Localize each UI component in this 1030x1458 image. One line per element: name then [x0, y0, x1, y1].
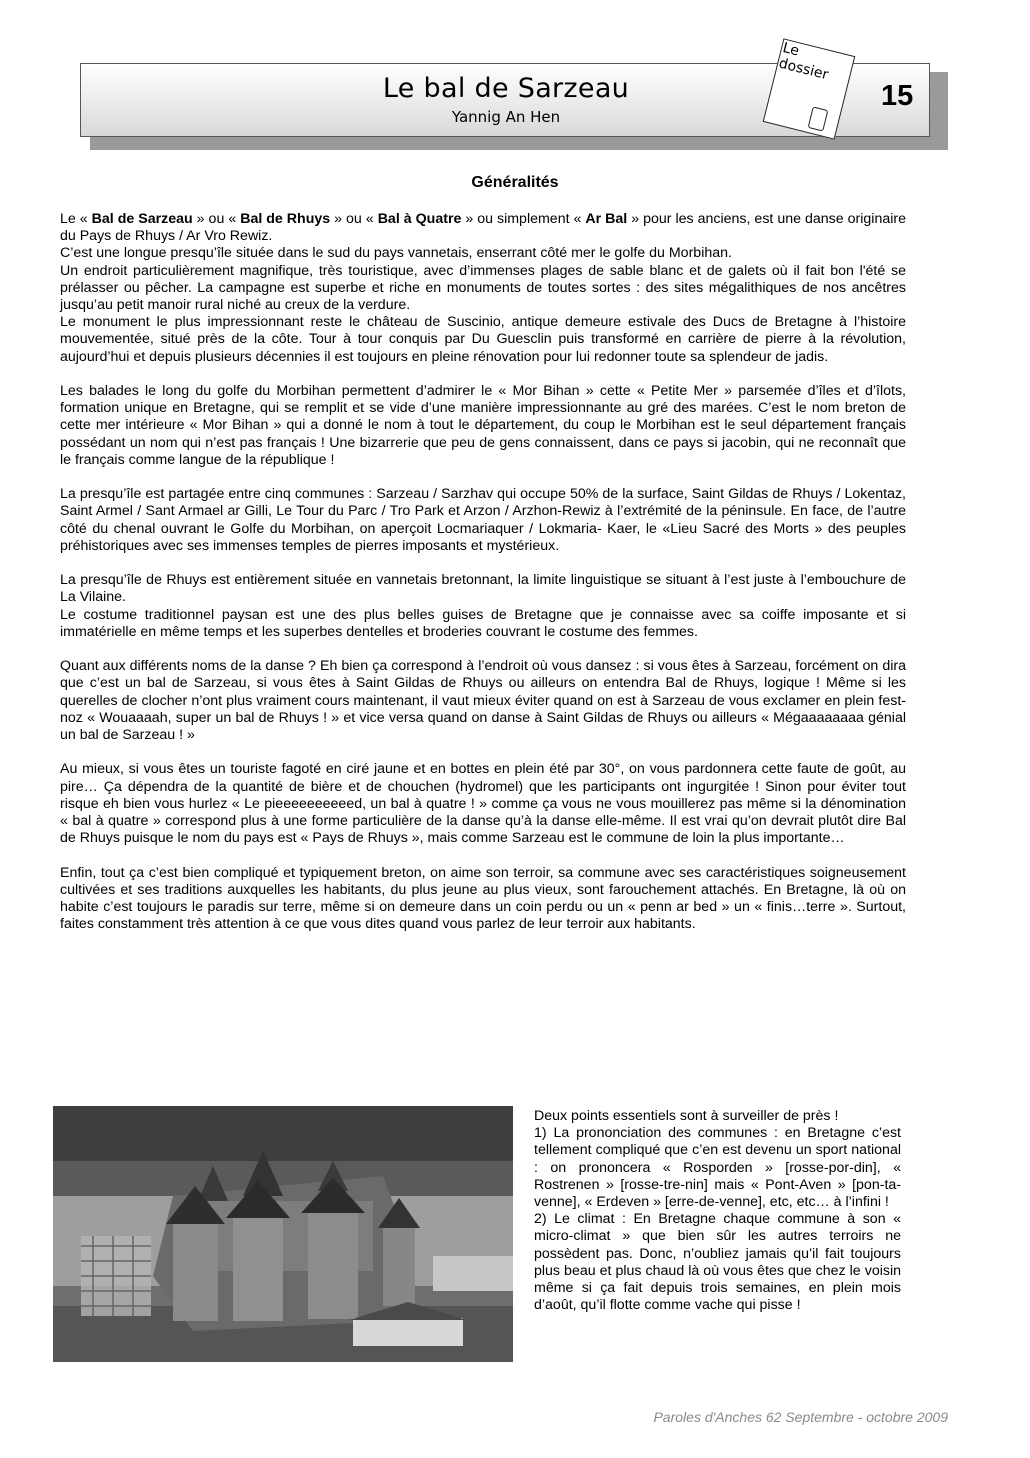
page-number: 15: [881, 80, 914, 112]
castle-photo: [53, 1106, 513, 1362]
paragraph-mor-bihan: Les balades le long du golfe du Morbihan permettent d’admirer le « Mor Bihan » cette « Petite Mer » parsemée d’îles et d’îlots, formation unique en Bretagne, qui se remplit et se vide d’une manière impressionnante au gré des marées. C’est le nom breton de cette mer intérieure « Mor Bihan » qui a donné le nom à tout le département, du coup le Morbihan est le seul département français possédant un nom qui n’est pas français ! Une bizarrerie que peu de gens connaissent, dans ce pays si jacobin, qui ne reconnaît que le français comme langue de la république !: [60, 383, 906, 468]
paragraph-peninsula: C’est une longue presqu’île située dans le sud du pays vannetais, enserrant côté mer le golfe du Morbihan.: [60, 245, 732, 262]
section-title: Généralités: [471, 174, 559, 191]
folder-document-icon: [752, 36, 862, 136]
sidebar-box: [534, 1108, 901, 1314]
paragraph-dance-names: Quant aux différents noms de la danse ? Eh bien ça correspond à l’endroit où vous dansez : si vous êtes à Sarzeau, forcément on dira que c’est un bal de Sarzeau, si vous êtes à Saint Gildas de Rhuys ou ailleurs on entendra Bal de Rhuys, logique ! Même si les querelles de clocher n’ont plus vraiment cours maintenant, il vaut mieux éviter quand on est à Sarzeau de vous exclamer en plein fest-noz « Wouaaaah, super un bal de Rhuys ! » et vice versa quand on danse à Saint Gildas de Rhuys ou ailleurs « Mégaaaaaaaa génial un bal de Sarzeau ! »: [60, 658, 906, 744]
sidebar-point-pronunciation: 1) La prononciation des communes : en Bretagne c’est tellement compliqué que c’en est devenu un sport national : on prononcera « Rosporden » [rosse-por-din], « Rostrenen » [rosse-tre-nin] mais « Pont-Aven » [pon-ta-venne], « Erdeven » [erre-de-venne], etc, etc… à l’infini !: [534, 1125, 901, 1211]
dossier-label-line1: Le: [781, 40, 801, 60]
paragraph-intro: Le « Bal de Sarzeau » ou « Bal de Rhuys » ou « Bal à Quatre » ou simplement « Ar Bal » pour les anciens, est une danse originaire du Pays de Rhuys / Ar Vro Rewiz.: [60, 211, 906, 245]
paragraph-suscinio: Le monument le plus impressionnant reste le château de Suscinio, antique demeure estivale des Ducs de Bretagne à l’histoire mouvementée, situé près de la côte. Tour à tour conquis par Du Guesclin puis transformé en carrière de pierre à la révolution, aujourd’hui et depuis plusieurs décennies il est toujours en pleine rénovation pour lui redonner toute sa splendeur de jadis.: [60, 314, 906, 365]
paragraph-terroir: Enfin, tout ça c’est bien compliqué et typiquement breton, on aime son terroir, sa commune avec ses caractéristiques soigneusement cultivées et ses traditions auxquelles les habitants, du plus jeune au plus vieux, sont farouchement attachés. En Bretagne, là où on habite c’est toujours le paradis sur terre, même si on demeure dans un coin perdu ou un « penn ar bed » un « finis…terre ». Surtout, faites constamment très attention à ce que vous dites quand vous parlez de leur terroir aux habitants.: [60, 864, 906, 933]
paragraph-costume: Le costume traditionnel paysan est une des plus belles guises de Bretagne que je connaisse avec sa coiffe imposante et si immatérielle en même temps et les superbes dentelles et broderies couvrant le costume des femmes.: [60, 606, 906, 640]
paragraph-landscape: Un endroit particulièrement magnifique, très touristique, avec d’immenses plages de sable blanc et de galets où il fait bon l'été se prélasser ou pêcher. La campagne est superbe et riche en monuments de toutes sortes : des sites mégalithiques de nos ancêtres jusqu’au petit manoir rural niché au creux de la verdure.: [60, 262, 906, 314]
author-name: Yannig An Hen: [451, 108, 561, 126]
dossier-label-line2: dossier: [777, 55, 830, 84]
sidebar-point-climate: 2) Le climat : En Bretagne chaque commune à son « micro-climat » que bien sûr les autres terroirs ne possèdent pas. Donc, n’oubliez jamais qu’il fait toujours plus beau et plus chaud là où vous êtes que chez le voisin même si ça fait depuis trois semaines, en plein mois d’août, qu’il flotte comme vache qui pisse !: [534, 1211, 901, 1314]
sidebar-intro: Deux points essentiels sont à surveiller de près !: [534, 1108, 839, 1124]
paragraph-language: La presqu’île de Rhuys est entièrement située en vannetais bretonnant, la limite linguistique se situant à l’est juste à l’embouchure de La Vilaine.: [60, 572, 906, 606]
paragraph-tourist: Au mieux, si vous êtes un touriste fagoté en ciré jaune et en bottes en plein été par 30°, on vous pardonnera cette faute de goût, au pire… Ça dépendra de la quantité de bière et de chouchen (hydromel) que les participants ont ingurgitée ! Sinon pour éviter tout risque eh bien vous hurlez « Le pieeeeeeeeeed, un bal à quatre ! » comme ça vous ne vous mouillerez pas même si la dénomination « bal à quatre » correspond plus à une forme particulière de la danse qu’à la danse elle-même. Il est vrai qu’on devrait plutôt dire Bal de Rhuys puisque le nom du pays est « Pays de Rhuys », mais comme Sarzeau est le commune de loin la plus importante…: [60, 761, 906, 847]
paragraph-communes: La presqu’île est partagée entre cinq communes : Sarzeau / Sarzhav qui occupe 50% de la surface, Saint Gildas de Rhuys / Lokentaz, Saint Armel / Sant Armael ar Gilli, Le Tour du Parc / Tro Park et Arzon / Arzhon-Rewiz à l’extrémité de la péninsule. En face, de l’autre côté du chenal ouvrant le Golfe du Morbihan, on aperçoit Locmariaquer / Lokmaria- Kaer, le «Lieu Sacré des Morts » des peuples préhistoriques avec ses immenses temples de pierres imposants et mystérieux.: [60, 486, 906, 554]
castle-illustration: [53, 1106, 513, 1362]
page-title: Le bal de Sarzeau: [382, 73, 630, 104]
article-body: [60, 211, 906, 933]
footer-publication: Paroles d'Anches 62 Septembre - octobre 2009: [653, 1409, 948, 1425]
